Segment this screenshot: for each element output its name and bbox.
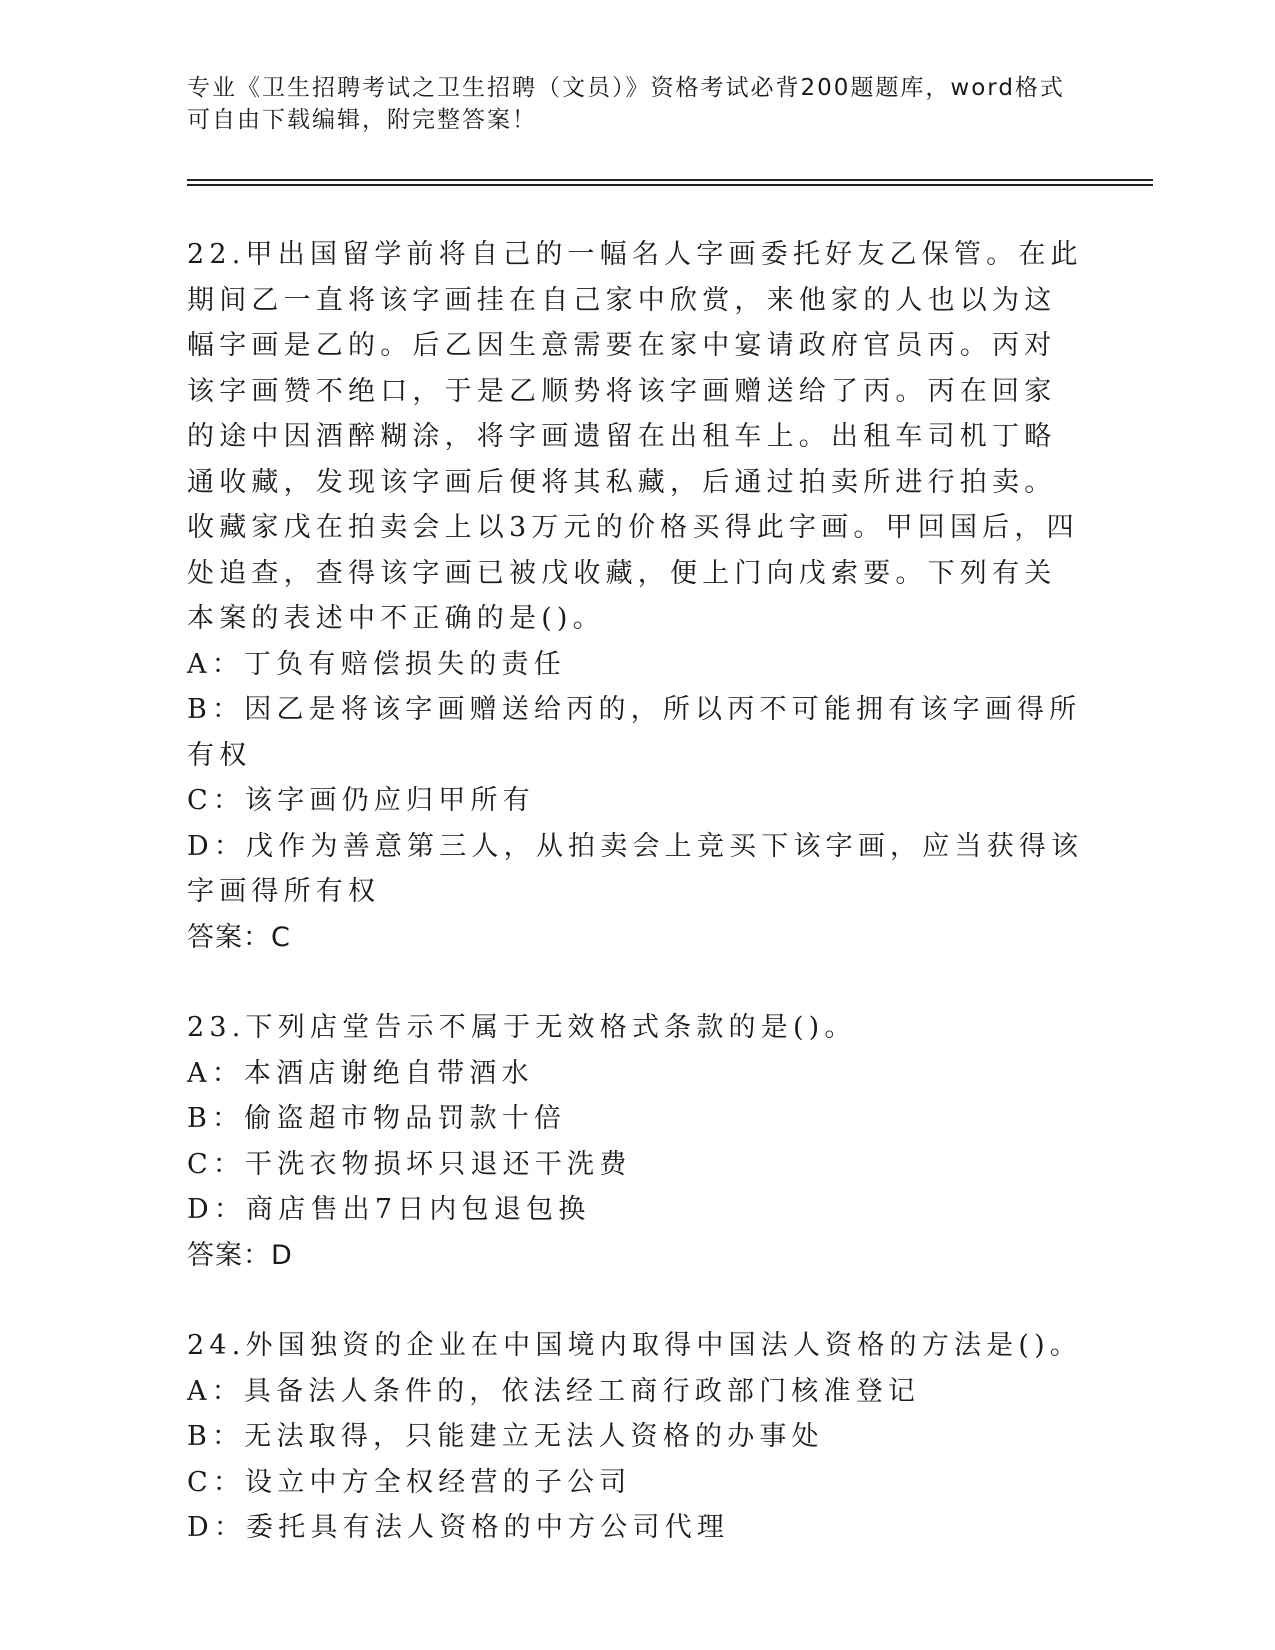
option-a: A：本酒店谢绝自带酒水 [187,1057,534,1089]
option-d: D：商店售出7日内包退包换 [187,1194,591,1225]
spacer [187,960,1087,1005]
option-b: B：无法取得，只能建立无法人资格的办事处 [187,1421,824,1452]
option-b: B：偷盗超市物品罚款十倍 [187,1103,567,1134]
answer-line: 答案：C [187,921,291,953]
option-d: D：戊作为善意第三人，从拍卖会上竞买下该字画，应当获得该字画得所有权 [187,830,1084,907]
option-c: C：设立中方全权经营的子公司 [187,1466,632,1498]
option-b: B：因乙是将该字画赠送给丙的，所以丙不可能拥有该字画得所有权 [187,694,1082,771]
question-22 [187,232,1087,960]
question-23 [187,1005,1087,1278]
option-a: A：具备法人条件的，依法经工商行政部门核准登记 [187,1375,921,1407]
question-stem: 24.外国独资的企业在中国境内取得中国法人资格的方法是()。 [187,1330,1083,1361]
question-list [187,232,1087,1551]
answer-line: 答案：D [187,1239,293,1271]
header-divider-bottom [187,184,1153,186]
option-c: C：干洗衣物损坏只退还干洗费 [187,1148,632,1180]
question-stem: 22.甲出国留学前将自己的一幅名人字画委托好友乙保管。在此期间乙一直将该字画挂在自己家中欣赏，来他家的人也以为这幅字画是乙的。后乙因生意需要在家中宴请政府官员丙。丙对该字画赞不绝口，于是乙顺势将该字画赠送给了丙。丙在回家的途中因酒醉糊涂，将字画遗留在出租车上。出租车司机丁略通收藏，发现该字画后便将其私藏，后通过拍卖所进行拍卖。收藏家戊在拍卖会上以3万元的价格买得此字画。甲回国后，四处追查，查得该字画已被戊收藏，便上门向戊索要。下列有关本案的表述中不正确的是()。 [187,239,1083,634]
question-24 [187,1323,1087,1551]
spacer [187,1278,1087,1323]
header-title-line2: 可自由下载编辑，附完整答案！ [187,107,537,133]
header-divider-top [187,179,1153,181]
header-title-line1: 专业《卫生招聘考试之卫生招聘（文员）》资格考试必背200题题库，word格式 [187,75,1065,101]
option-d: D：委托具有法人资格的中方公司代理 [187,1512,730,1543]
option-a: A：丁负有赔偿损失的责任 [187,648,566,680]
option-c: C：该字画仍应归甲所有 [187,785,535,816]
document-header [187,72,1087,136]
question-stem: 23.下列店堂告示不属于无效格式条款的是()。 [187,1012,857,1043]
